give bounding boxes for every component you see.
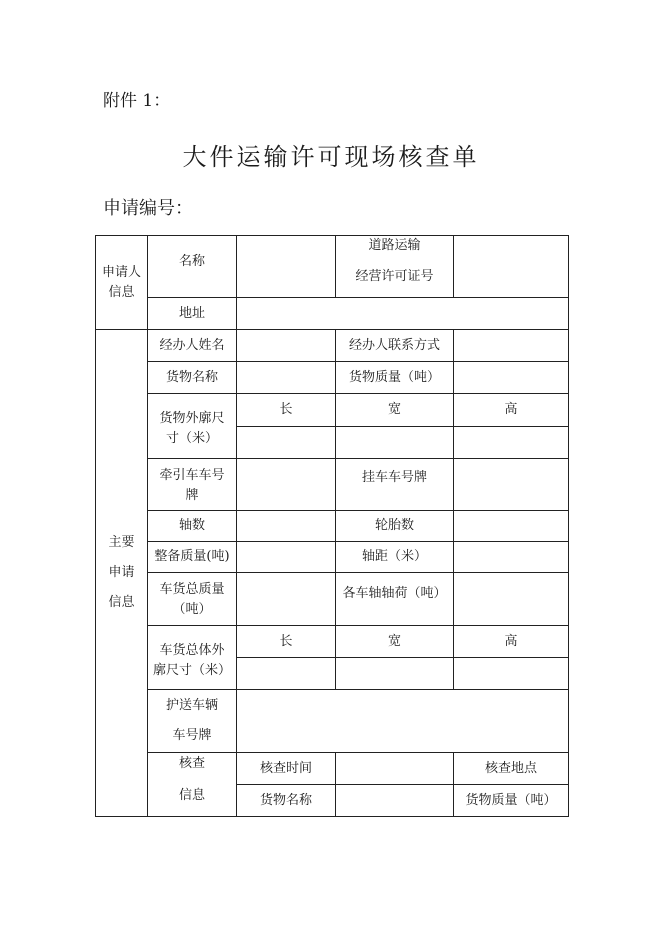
handler-contact-field[interactable] [454,330,569,362]
applicant-section-label: 申请人 信息 [96,236,148,330]
page-title: 大件运输许可现场核查单 [182,143,480,171]
tire-count-label: 轮胎数 [336,511,454,542]
applicant-name-field[interactable] [237,236,336,298]
overall-width-field[interactable] [336,658,454,690]
main-section-label: 主要 申请 信息 [96,330,148,817]
overall-dimensions-label: 车货总体外 廓尺寸（米） [148,626,237,690]
cargo-weight-field[interactable] [454,362,569,394]
axle-load-field[interactable] [454,573,569,626]
gross-weight-field[interactable] [237,573,336,626]
verify-time-label: 核查时间 [237,753,336,785]
cargo-height-header: 高 [454,394,569,427]
cargo-length-field[interactable] [237,427,336,459]
escort-plate-field[interactable] [237,690,569,753]
verify-place-label: 核查地点 [454,753,569,785]
overall-width-header: 宽 [336,626,454,658]
verify-cargo-weight-label: 货物质量（吨） [454,785,569,817]
license-number-label: 道路运输 经营许可证号 [336,236,454,298]
verify-section-label: 核查 信息 [148,753,237,817]
cargo-dimensions-label: 货物外廓尺 寸（米） [148,394,237,459]
cargo-width-field[interactable] [336,427,454,459]
curb-weight-field[interactable] [237,542,336,573]
cargo-width-header: 宽 [336,394,454,427]
escort-plate-label: 护送车辆 车号牌 [148,690,237,753]
license-number-field[interactable] [454,236,569,298]
wheelbase-label: 轴距（米） [336,542,454,573]
overall-length-header: 长 [237,626,336,658]
handler-contact-label: 经办人联系方式 [336,330,454,362]
curb-weight-label: 整备质量(吨) [148,542,237,573]
wheelbase-field[interactable] [454,542,569,573]
address-field[interactable] [237,298,569,330]
trailer-plate-label: 挂车车号牌 [336,459,454,511]
tractor-plate-field[interactable] [237,459,336,511]
gross-weight-label: 车货总质量 （吨） [148,573,237,626]
verify-time-field[interactable] [336,753,454,785]
axle-count-field[interactable] [237,511,336,542]
address-label: 地址 [148,298,237,330]
handler-name-field[interactable] [237,330,336,362]
tractor-plate-label: 牵引车车号 牌 [148,459,237,511]
overall-length-field[interactable] [237,658,336,690]
tire-count-field[interactable] [454,511,569,542]
trailer-plate-field[interactable] [454,459,569,511]
axle-count-label: 轴数 [148,511,237,542]
application-number-label: 申请编号： [103,198,193,219]
cargo-name-field[interactable] [237,362,336,394]
cargo-height-field[interactable] [454,427,569,459]
cargo-weight-label: 货物质量（吨） [336,362,454,394]
handler-name-label: 经办人姓名 [148,330,237,362]
verify-cargo-name-label: 货物名称 [237,785,336,817]
cargo-length-header: 长 [237,394,336,427]
attachment-label: 附件 1： [103,91,171,111]
applicant-name-label: 名称 [148,236,237,298]
overall-height-field[interactable] [454,658,569,690]
verify-cargo-name-field[interactable] [336,785,454,817]
axle-load-label: 各车轴轴荷（吨） [336,573,454,626]
cargo-name-label: 货物名称 [148,362,237,394]
overall-height-header: 高 [454,626,569,658]
verification-form-table [95,235,569,817]
